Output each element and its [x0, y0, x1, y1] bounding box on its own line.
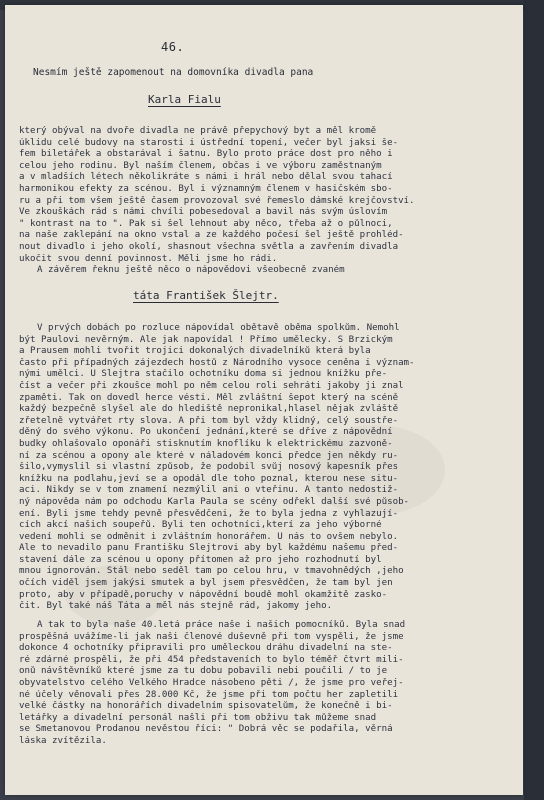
page-number: 46.	[161, 40, 185, 54]
text-line: " kontrast na to ". Pak si šel lehnout aby něco, třeba až o půlnoci,	[19, 218, 393, 229]
section-heading-karla-fialu: Karla Fialu	[148, 93, 221, 106]
text-line: být Paulovi nevěrným. Ale jak napovídal ! Přímo umělecky. S Brzickým	[19, 334, 393, 345]
text-line: a v mladších létech několikráte s námi i hrál nebo dělal svou tahací	[19, 172, 393, 183]
text-line: né účely věnovali přes 28.000 Kč, že jsme při tom počtu her zapletili	[19, 689, 399, 700]
text-line: fem biletářek a obstarával i šatnu. Bylo proto práce dost pro něho i	[19, 149, 393, 160]
text-line: děný do svého výkonu. Po ukončení jednání,které se dříve z nápovědní	[19, 427, 393, 438]
text-line: ré zdárné prospěli, že při 454 představeních to bylo téměř čtvrt mili-	[19, 654, 404, 665]
section-heading-tata-frantisek-slejtr: táta František Šlejtr.	[133, 289, 279, 302]
typewritten-page	[5, 5, 523, 795]
text-line: nout divadlo i jeho okolí, shasnout všechna světla a zavřením divadla	[19, 241, 399, 252]
text-line: proto, aby v případě,poruchy v nápovědní boudě mohl okamžitě zasko-	[19, 589, 388, 600]
text-line: velké částky na honorářích divadelním spisovatelům, že konečně i bi-	[19, 701, 393, 712]
text-line: vedení mohli se odměnit i zvláštním honorářem. U nás to ovšem nebylo.	[19, 531, 399, 542]
text-line: číst a večer při zkoušce mohl po něm celou roli sehráti jakoby ji znal	[19, 380, 404, 391]
text-line: mnou ignorován. Stál nebo seděl tam po celou hru, v tmavohnědých ,jeho	[19, 566, 404, 577]
text-line: letářky a divadelní personál našli při tom obživu tak můžeme snad	[19, 712, 377, 723]
text-line: ní za scénou a opony ale které v náladovém konci předce jen někdy ru-	[19, 450, 399, 461]
text-line: budky ohlašovalo oponáři stisknutím knoflíku k elektrickému zazvoně-	[19, 438, 393, 449]
text-line: očích viděl jsem jakýsi smutek a byl jsem přesvědčen, že tam byl jen	[19, 578, 393, 589]
text-line: harmonikou efekty za scénou. Byl i významným členem v hasičském sbo-	[19, 183, 393, 194]
text-line: nými umělci. U Šlejtra stačilo ochotníku doma si jednou knížku pře-	[19, 369, 388, 380]
text-line: zřetelně vytvářet rty slova. A při tom byl vždy klidný, celý soustře-	[19, 415, 399, 426]
closing-line: A závěrem řeknu ještě něco o nápovědovi všeobecně zvaném	[37, 265, 345, 276]
text-line: a Prausem mohli tvořit trojici dokonalých divadelníků která byla	[19, 346, 371, 357]
text-line: ení. Byli jsme tehdy pevně přesvědčeni, že to byla jedna z vyhlazují-	[19, 508, 399, 519]
text-line: Ale to nevadilo panu Františku Šlejtrovi aby byl každému našemu před-	[19, 543, 399, 554]
text-line: V prvých dobách po rozluce nápovídal obětavě oběma spolkům. Nemohl	[37, 323, 400, 333]
text-line: dokonce 4 ochotníky připravili pro uměleckou dráhu divadelní na ste-	[19, 643, 393, 654]
text-line: úklidu celé budovy na starosti i ústřední topení, večer byl jaksi še-	[19, 137, 399, 148]
text-line: často při případných zájezdech hostů z Národního vysoce ceněna i význam-	[19, 357, 415, 368]
intro-line: Nesmím ještě zapomenout na domovníka divadla pana	[33, 67, 314, 78]
paragraph-karel-fiala	[19, 126, 511, 277]
paragraph-prompter	[19, 323, 511, 613]
text-line: stavení dále za scénou u opony přítomen až pro jeho rozhodnutí byl	[19, 554, 382, 565]
text-line: prospěšná uvážíme-li jak naši členové duševně při tom vyspěli, že jsme	[19, 631, 404, 642]
text-line: každý bezpečně slyšel ale do hlediště nepronikal,hlasel nějak zvláště	[19, 404, 399, 415]
text-line: celou jeho rodinu. Byl naším členem, občas i ve výboru zaměstnaným	[19, 160, 382, 171]
scan-background-right	[524, 0, 544, 800]
text-line: láska zvítězila.	[19, 735, 107, 746]
text-line: Ve zkouškách rád s námi chvíli pobesedoval a bavil nás svým úslovím	[19, 207, 388, 218]
text-line: obyvatelstvo celého Velkého Hradce násobeno pěti /, že jsme pro veřej-	[19, 677, 404, 688]
text-line: cích akcí našich soupeřů. Byli ten ochotníci,kterí za jeho výborné	[19, 520, 382, 531]
text-line: aci. Nikdy se v tom znamení nezmýlil ani o vteřinu. A tanto nedostiž-	[19, 485, 399, 496]
text-line: onů návštěvníků které jsme za tu dobu pobavili nebi poučili / to je	[19, 666, 388, 677]
text-line: šilo,vymyslil si vlastní způsob, že podobil svůj nosový kapesník přes	[19, 462, 399, 473]
paragraph-conclusion	[19, 620, 511, 748]
text-line: čit. Byl také náš Táta a měl nás stejně rád, jakomy jeho.	[19, 601, 333, 612]
text-line: který obýval na dvoře divadla ne právě přepychový byt a měl kromě	[19, 126, 377, 136]
text-line: ru a při tom všem ještě časem provozoval své řemeslo dámské krejčovství.	[19, 195, 415, 206]
text-line: ný nápověda nám po odchodu Karla Paula se scény odřekl další své působ-	[19, 496, 410, 507]
text-line: A tak to byla naše 40.letá práce naše i našich pomocníků. Byla snad	[37, 620, 406, 630]
text-line: zpaměti. Tak on dovedl herce vésti. Měl zvláštní šepot který na scéně	[19, 392, 399, 403]
text-line: knížku na podlahu,jeví se a opodál dle toho poznal, kterou nese situ-	[19, 473, 399, 484]
text-line: ukočit svou denní povinnost. Měli jsme ho rádi.	[19, 253, 278, 264]
text-line: se Smetanovou Prodanou nevěstou říci: " Dobrá věc se podařila, věrná	[19, 724, 393, 735]
text-line: na naše zaklepání na okno vstal a ze každého počesí šel ještě prohléd-	[19, 230, 404, 241]
